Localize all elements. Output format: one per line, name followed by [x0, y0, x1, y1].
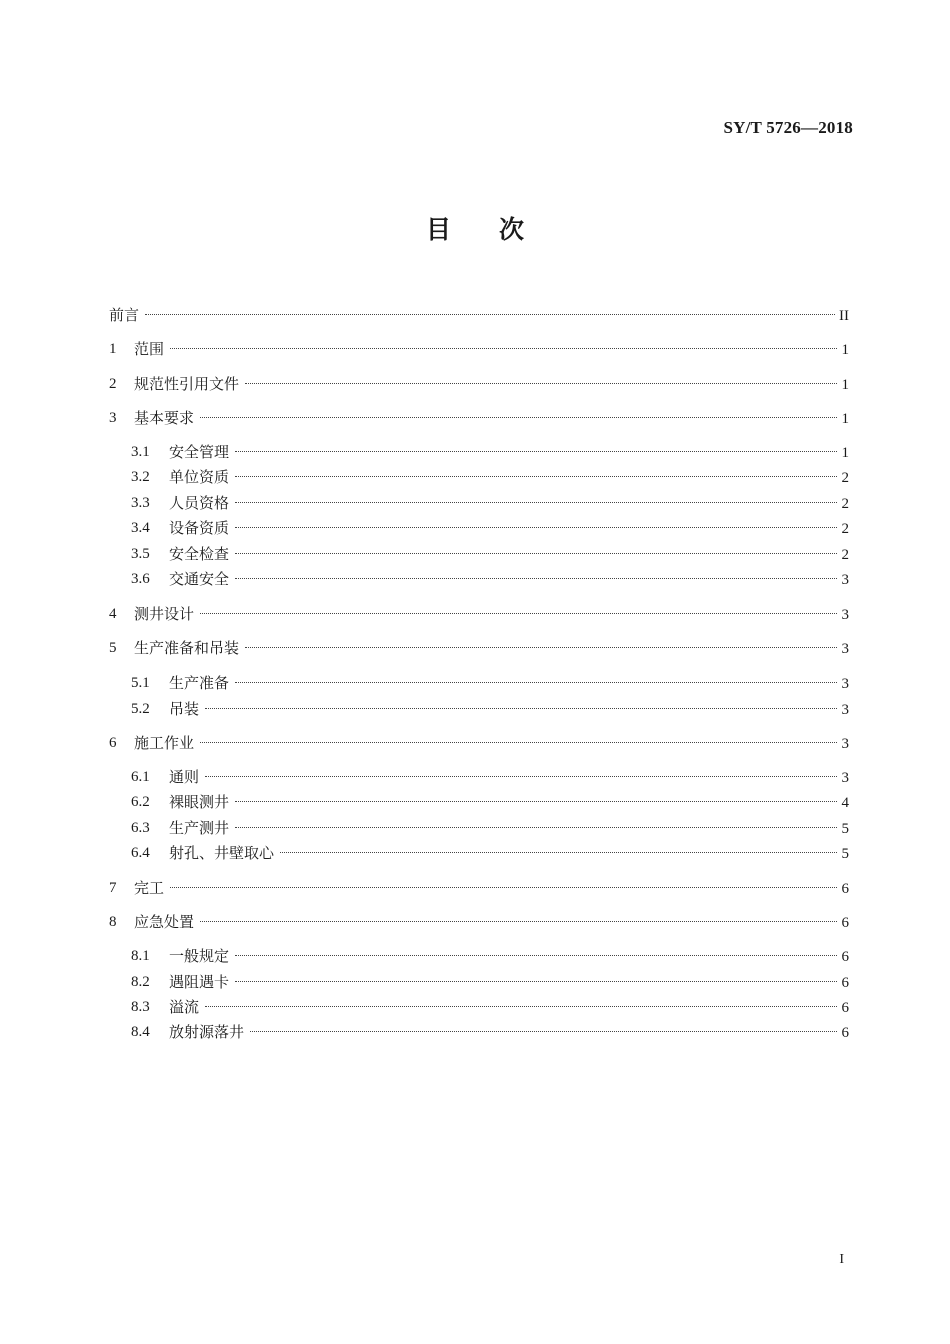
toc-entry-page: 1 — [841, 342, 849, 358]
toc-entry-number: 5 — [109, 640, 117, 656]
toc-entry-number: 3.1 — [131, 444, 150, 460]
toc-entry-page: 3 — [841, 572, 849, 588]
toc-entry-number: 3.3 — [131, 495, 150, 511]
dot-leader — [235, 827, 837, 828]
toc-entry-page: 1 — [841, 411, 849, 427]
toc-entry[interactable] — [0, 517, 950, 539]
toc-entry-number: 2 — [109, 376, 117, 392]
dot-leader — [200, 613, 837, 614]
dot-leader — [235, 553, 837, 554]
toc-entry-label: 规范性引用文件 — [134, 375, 240, 393]
toc-entry[interactable] — [0, 441, 950, 463]
toc-entry-page: 6 — [841, 881, 849, 897]
toc-entry-number: 3.5 — [131, 546, 150, 562]
toc-entry-page: II — [839, 308, 849, 324]
toc-entry-label: 溢流 — [169, 998, 200, 1016]
dot-leader — [235, 955, 837, 956]
toc-entry-label: 一般规定 — [169, 947, 230, 965]
toc-entry-label: 安全检查 — [169, 545, 230, 563]
toc-entry[interactable] — [0, 791, 950, 813]
toc-entry[interactable] — [0, 911, 950, 933]
toc-entry-label: 单位资质 — [169, 468, 230, 486]
toc-entry-label: 放射源落井 — [169, 1023, 245, 1041]
toc-entry[interactable] — [0, 568, 950, 590]
toc-entry-number: 4 — [109, 606, 117, 622]
toc-entry-number: 8 — [109, 914, 117, 930]
dot-leader — [205, 708, 837, 709]
toc-entry-label: 前言 — [109, 306, 140, 324]
toc-entry-number: 6.1 — [131, 769, 150, 785]
toc-entry-page: 6 — [841, 949, 849, 965]
dot-leader — [205, 776, 837, 777]
toc-entry-page: 6 — [841, 1025, 849, 1041]
toc-entry-label: 射孔、井壁取心 — [169, 844, 275, 862]
toc-entry-label: 完工 — [134, 879, 165, 897]
dot-leader — [170, 887, 837, 888]
toc-entry[interactable] — [0, 672, 950, 694]
dot-leader — [145, 314, 835, 315]
toc-entry-number: 8.1 — [131, 948, 150, 964]
toc-entry-number: 7 — [109, 880, 117, 896]
dot-leader — [245, 647, 837, 648]
toc-entry-page: 3 — [841, 702, 849, 718]
toc-entry[interactable] — [0, 338, 950, 360]
toc-entry[interactable] — [0, 945, 950, 967]
toc-entry-page: 5 — [841, 821, 849, 837]
toc-entry[interactable] — [0, 842, 950, 864]
toc-entry-page: 3 — [841, 676, 849, 692]
toc-entry-label: 吊装 — [169, 700, 200, 718]
toc-entry-page: 3 — [841, 736, 849, 752]
toc-entry-page: 3 — [841, 607, 849, 623]
toc-entry-label: 人员资格 — [169, 494, 230, 512]
toc-entry-label: 测井设计 — [134, 605, 195, 623]
toc-entry-page: 1 — [841, 377, 849, 393]
dot-leader — [235, 527, 837, 528]
dot-leader — [200, 417, 837, 418]
toc-entry-number: 3.2 — [131, 469, 150, 485]
page-title: 目次 — [425, 215, 572, 244]
toc-entry-label: 裸眼测井 — [169, 793, 230, 811]
toc-entry-number: 6.2 — [131, 794, 150, 810]
dot-leader — [245, 383, 837, 384]
toc-entry-page: 4 — [841, 795, 849, 811]
dot-leader — [235, 451, 837, 452]
toc-entry-page: 2 — [841, 470, 849, 486]
toc-entry[interactable] — [0, 407, 950, 429]
toc-entry[interactable] — [0, 732, 950, 754]
toc-entry-label: 施工作业 — [134, 734, 195, 752]
toc-entry-label: 设备资质 — [169, 519, 230, 537]
toc-entry-number: 5.1 — [131, 675, 150, 691]
toc-entry-label: 交通安全 — [169, 570, 230, 588]
toc-entry[interactable] — [0, 304, 950, 326]
dot-leader — [235, 981, 837, 982]
toc-entry[interactable] — [0, 603, 950, 625]
toc-entry[interactable] — [0, 492, 950, 514]
toc-entry-number: 3.6 — [131, 571, 150, 587]
standard-code: SY/T 5726—2018 — [723, 118, 853, 137]
dot-leader — [235, 578, 837, 579]
toc-entry-number: 8.4 — [131, 1024, 150, 1040]
dot-leader — [235, 801, 837, 802]
toc-entry-label: 生产测井 — [169, 819, 230, 837]
dot-leader — [235, 502, 837, 503]
dot-leader — [235, 682, 837, 683]
toc-entry-label: 安全管理 — [169, 443, 230, 461]
dot-leader — [200, 742, 837, 743]
toc-entry[interactable] — [0, 1021, 950, 1043]
toc-entry-label: 通则 — [169, 768, 200, 786]
toc-entry[interactable] — [0, 466, 950, 488]
toc-entry-page: 2 — [841, 496, 849, 512]
toc-entry-number: 8.3 — [131, 999, 150, 1015]
dot-leader — [235, 476, 837, 477]
toc-entry-page: 6 — [841, 975, 849, 991]
toc-entry[interactable] — [0, 817, 950, 839]
toc-entry-number: 6 — [109, 735, 117, 751]
toc-entry-page: 5 — [841, 846, 849, 862]
toc-entry-page: 3 — [841, 770, 849, 786]
toc-entry-label: 生产准备和吊装 — [134, 639, 240, 657]
dot-leader — [205, 1006, 837, 1007]
toc-entry-label: 遇阻遇卡 — [169, 973, 230, 991]
page-number: I — [839, 1252, 844, 1267]
dot-leader — [280, 852, 837, 853]
toc-entry-label: 生产准备 — [169, 674, 230, 692]
toc-entry[interactable] — [0, 996, 950, 1018]
toc-entry-number: 5.2 — [131, 701, 150, 717]
toc-entry[interactable] — [0, 637, 950, 659]
dot-leader — [170, 348, 837, 349]
toc-entry-number: 3.4 — [131, 520, 150, 536]
toc-entry[interactable] — [0, 877, 950, 899]
toc-entry[interactable] — [0, 373, 950, 395]
toc-entry-page: 1 — [841, 445, 849, 461]
toc-entry[interactable] — [0, 698, 950, 720]
toc-entry-label: 应急处置 — [134, 913, 195, 931]
dot-leader — [250, 1031, 837, 1032]
toc-entry-number: 3 — [109, 410, 117, 426]
toc-entry-label: 基本要求 — [134, 409, 195, 427]
toc-entry-number: 6.3 — [131, 820, 150, 836]
toc-entry-number: 6.4 — [131, 845, 150, 861]
toc-entry-page: 6 — [841, 915, 849, 931]
toc-entry-page: 3 — [841, 641, 849, 657]
toc-entry-number: 1 — [109, 341, 117, 357]
toc-entry-page: 6 — [841, 1000, 849, 1016]
toc-entry-label: 范围 — [134, 340, 165, 358]
toc-entry-number: 8.2 — [131, 974, 150, 990]
toc-entry[interactable] — [0, 971, 950, 993]
toc-entry-page: 2 — [841, 521, 849, 537]
toc-entry[interactable] — [0, 543, 950, 565]
toc-entry-page: 2 — [841, 547, 849, 563]
dot-leader — [200, 921, 837, 922]
toc-entry[interactable] — [0, 766, 950, 788]
